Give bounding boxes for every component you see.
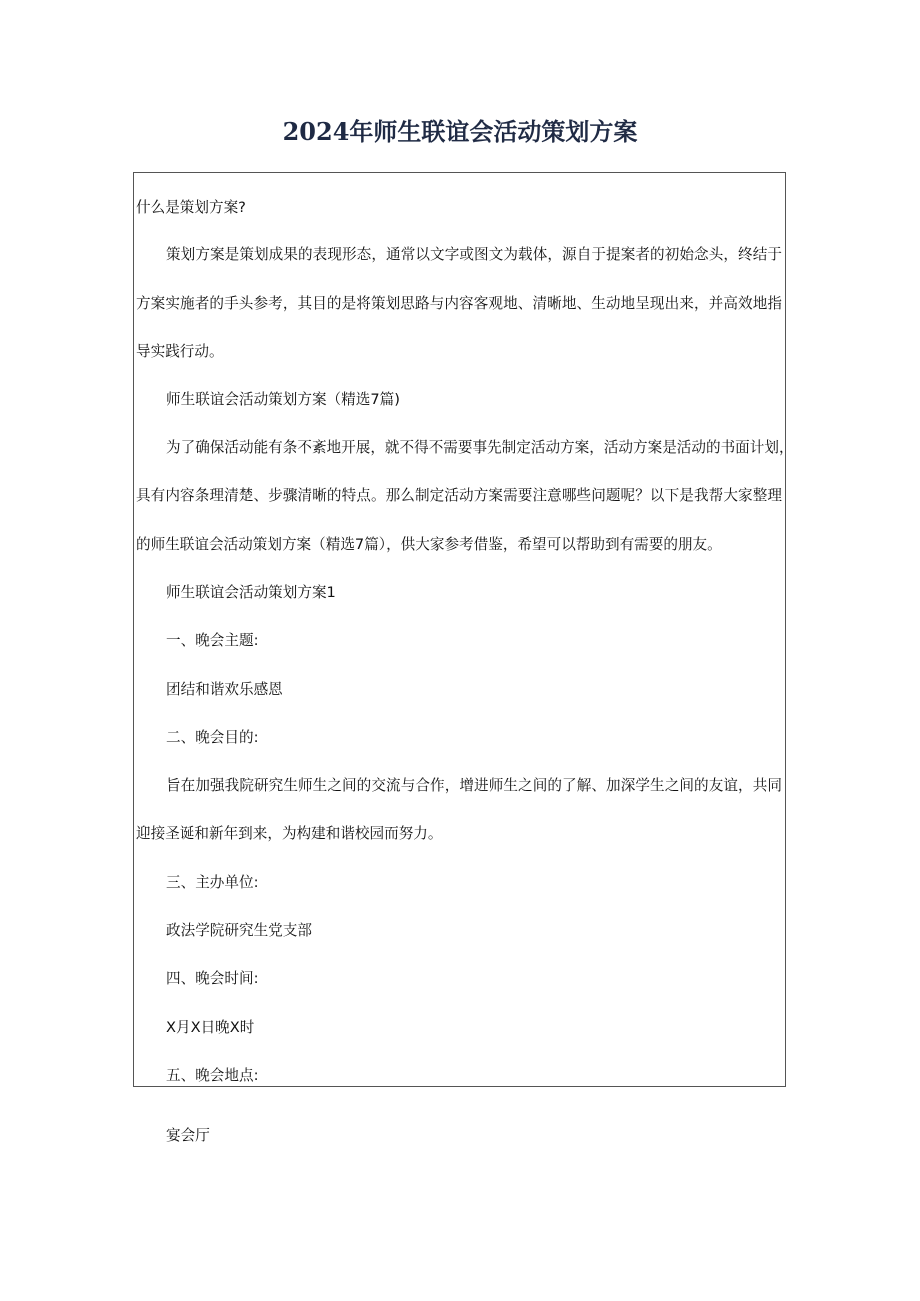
intro-line-1: 为了确保活动能有条不紊地开展，就不得不需要事先制定活动方案，活动方案是活动的书面计划，	[166, 439, 794, 456]
intro-line-2: 具有内容条理清楚、步骤清晰的特点。那么制定活动方案需要注意哪些问题呢？以下是我帮大家整理	[136, 487, 782, 504]
section-2-heading: 二、晚会目的:	[166, 729, 259, 746]
document-title: 2024年师生联谊会活动策划方案	[282, 117, 638, 146]
section-1-body: 团结和谐欢乐感恩	[166, 681, 283, 698]
section-4-body: X月X日晚X时	[166, 1019, 255, 1036]
section-2-body-line-2: 迎接圣诞和新年到来，为构建和谐校园而努力。	[136, 825, 443, 842]
section-4-heading: 四、晚会时间:	[166, 970, 259, 987]
intro-line-3: 的师生联谊会活动策划方案（精选7篇），供大家参考借鉴，希望可以帮助到有需要的朋友。	[136, 536, 722, 553]
plan-1-title: 师生联谊会活动策划方案1	[166, 584, 336, 601]
section-1-heading: 一、晚会主题:	[166, 632, 259, 649]
definition-line-2: 方案实施者的手头参考，其目的是将策划思路与内容客观地、清晰地、生动地呈现出来，并高效地指	[136, 295, 782, 312]
question-what-is-plan: 什么是策划方案?	[136, 199, 246, 216]
section-5-body: 宴会厅	[166, 1127, 210, 1144]
section-2-body-line-1: 旨在加强我院研究生师生之间的交流与合作，增进师生之间的了解、加深学生之间的友谊，共同	[166, 777, 782, 794]
subtitle-selected-plans: 师生联谊会活动策划方案（精选7篇)	[166, 391, 400, 408]
section-3-body: 政法学院研究生党支部	[166, 922, 312, 939]
definition-line-1: 策划方案是策划成果的表现形态，通常以文字或图文为载体，源自于提案者的初始念头，终结于	[166, 246, 782, 263]
section-3-heading: 三、主办单位:	[166, 874, 259, 891]
section-5-heading: 五、晚会地点:	[166, 1067, 259, 1084]
definition-line-3: 导实践行动。	[136, 343, 224, 360]
